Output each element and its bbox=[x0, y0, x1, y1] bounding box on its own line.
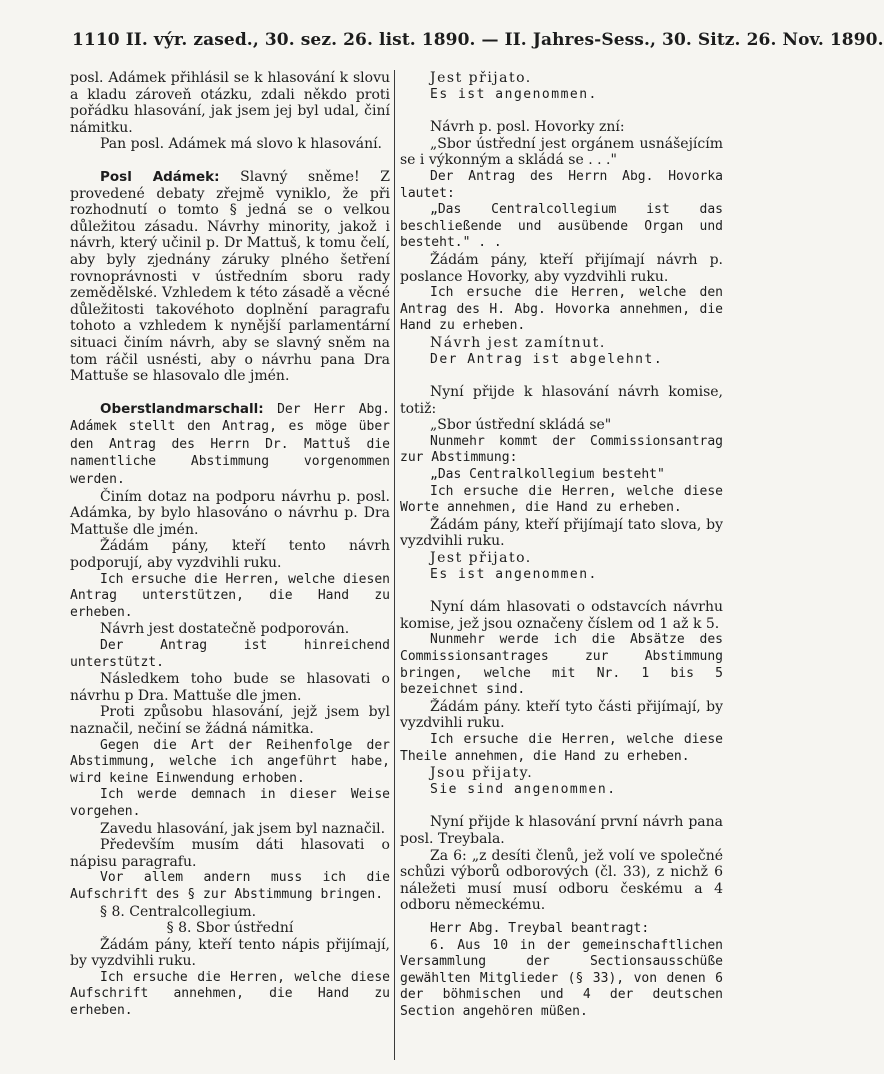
paragraph-german: Herr Abg. Treybal beantragt: bbox=[430, 920, 650, 936]
paragraph-czech: Návrh p. posl. Hovorky zní: bbox=[430, 119, 625, 136]
paragraph-german: Nunmehr kommt der Commissionsantrag zur Abstimmung: bbox=[400, 433, 723, 466]
speech-text: Der Herr Abg. Adámek stellt den Antrag, es möge über den Antrag des Herrn Dr. Mattuš die namentliche Abstimmung vorgenommen werden. bbox=[70, 401, 390, 488]
paragraph-czech: „Sbor ústřední skládá se" bbox=[430, 417, 612, 434]
paragraph-gap bbox=[400, 914, 723, 921]
paragraph-german: Ich ersuche die Herren, welche diese Worte annehmen, die Hand zu erheben. bbox=[400, 483, 723, 516]
paragraph-german: Es ist angenommen. bbox=[430, 86, 598, 102]
speaker-name: Oberstlandmarschall: bbox=[100, 400, 264, 417]
paragraph-czech: Jsou přijaty. bbox=[430, 765, 534, 782]
speaker-paragraph bbox=[70, 169, 390, 385]
paragraph-czech: Žádám pány. kteří tyto části přijímají, by vyzdvihli ruku. bbox=[400, 698, 723, 732]
paragraph-german: Der Antrag ist hinreichend unterstützt. bbox=[70, 638, 390, 670]
paragraph-german: „Das Centralkollegium besteht" bbox=[430, 467, 665, 483]
paragraph-czech: Žádám pány, kteří tento nápis přijímají, by vyzdvihli ruku. bbox=[70, 936, 390, 970]
paragraph-german: Gegen die Art der Reihenfolge der Abstimmung, welche ich angeführt habe, wird keine Einwendung erhoben. bbox=[70, 737, 390, 786]
paragraph-czech: § 8. Centralcollegium. bbox=[100, 903, 257, 920]
paragraph-german: Ich werde demnach in dieser Weise vorgehen. bbox=[70, 787, 390, 819]
paragraph-gap bbox=[70, 385, 390, 401]
paragraph-czech: Nyní dám hlasovati o odstavcích návrhu komise, jež jsou označeny číslem od 1 až k 5. bbox=[400, 599, 723, 632]
paragraph-czech: Jest přijato. bbox=[430, 550, 532, 567]
right-column bbox=[400, 70, 723, 1020]
paragraph-czech: posl. Adámek přihlásil se k hlasování k slovu a kladu zároveň otázku, zdali někdo proti pořádku hlasování, jak jsem jej byl udal, činí námitku. bbox=[70, 70, 390, 136]
paragraph-gap bbox=[70, 153, 390, 169]
paragraph-german: Ich ersuche die Herren, welche diese Theile annehmen, die Hand zu erheben. bbox=[400, 731, 723, 764]
paragraph-czech: Zavedu hlasování, jak jsem byl naznačil. bbox=[100, 820, 386, 837]
paragraph-czech: Žádám pány, kteří tento návrh podporují, aby vyzdvihli ruku. bbox=[70, 538, 390, 572]
column-divider bbox=[394, 70, 395, 1060]
paragraph-czech: Za 6: „z desíti členů, jež volí ve společné schůzi výborů odborových (čl. 33), z nichž 6 náležeti musí musí odboru českému a 4 odboru německému. bbox=[400, 847, 723, 914]
paragraph-czech: Pan posl. Adámek má slovo k hlasování. bbox=[100, 136, 383, 153]
paragraph-german: „Das Centralcollegium ist das beschließende und ausübende Organ und besteht." . . bbox=[400, 202, 723, 251]
paragraph-czech: Proti způsobu hlasování, jejž jsem byl naznačil, nečiní se žádná námitka. bbox=[70, 704, 390, 737]
paragraph-gap bbox=[400, 103, 723, 119]
paragraph-german: 6. Aus 10 in der gemeinschaftlichen Versammlung der Sectionsausschüße gewählten Mitglieder (§ 33), von denen 6 der böhmischen und 4 der deutschen Section angehören müßen. bbox=[400, 937, 723, 1019]
paragraph-german: Sie sind angenommen. bbox=[430, 781, 617, 797]
paragraph-czech: Žádám pány, kteří přijímají návrh p. poslance Hovorky, aby vyzdvihli ruku. bbox=[400, 251, 723, 285]
paragraph-gap bbox=[400, 368, 723, 384]
paragraph-german: Der Antrag des Herrn Abg. Hovorka lautet: bbox=[400, 168, 723, 201]
page-header: 1110 II. výr. zased., 30. sez. 26. list. 1890. — II. Jahres-Sess., 30. Sitz. 26. Nov. 1890. bbox=[72, 30, 884, 50]
paragraph-czech: Nyní přijde k hlasování první návrh pana posl. Treybala. bbox=[400, 814, 723, 847]
speaker-paragraph bbox=[70, 401, 390, 489]
paragraph-german: Vor allem andern muss ich die Aufschrift des § zur Abstimmung bringen. bbox=[70, 870, 390, 902]
paragraph-gap bbox=[400, 798, 723, 814]
paragraph-german: Nunmehr werde ich die Absätze des Commissionsantrages zur Abstimmung bringen, welche mit Nr. 1 bis 5 bezeichnet sind. bbox=[400, 632, 723, 698]
paragraph-czech: Činím dotaz na podporu návrhu p. posl. Adámka, by bylo hlasováno o návrhu p. Dra Mattuše dle jmén. bbox=[70, 488, 390, 538]
paragraph-german: Der Antrag ist abgelehnt. bbox=[430, 351, 664, 367]
paragraph-czech: § 8. Sbor ústřední bbox=[166, 920, 294, 937]
paragraph-czech: Návrh jest zamítnut. bbox=[430, 334, 606, 351]
paragraph-german: Ich ersuche die Herren, welche diesen Antrag unterstützen, die Hand zu erheben. bbox=[70, 571, 390, 620]
paragraph-czech: Nyní přijde k hlasování návrh komise, totiž: bbox=[400, 384, 723, 417]
paragraph-czech: Návrh jest dostatečně podporován. bbox=[100, 621, 350, 638]
speech-text: Slavný sněme! Z provedené debaty zřejmě vyniklo, že při rozhodnutí o tomto § jedná se o velkou důležitou zásadu. Návrhy minority, jakož i návrh, který učinil p. Dr Mattuš, k tomu čelí, aby byly zjednány záruky plného šetření rovnoprávnosti v ústředním sboru rady zemědělské. Vzhledem k této zásadě a věcné důležitosti takovéhoto doplnění paragrafu tohoto a vzhledem k nynější parlamentární situaci činím návrh, aby se slavný sněm na tom ráčil usnésti, aby o návrhu pana Dra Mattuše se hlasovalo dle jmén. bbox=[70, 168, 390, 385]
speaker-name: Posl Adámek: bbox=[100, 168, 220, 185]
paragraph-czech: „Sbor ústřední jest orgánem usnášejícím se i výkonným a skládá se . . ." bbox=[400, 135, 723, 169]
paragraph-czech: Jest přijato. bbox=[430, 70, 532, 86]
paragraph-czech: Žádám pány, kteří přijímají tato slova, by vyzdvihli ruku. bbox=[400, 516, 723, 550]
paragraph-gap bbox=[400, 583, 723, 599]
paragraph-german: Ich ersuche die Herren, welche den Antrag des H. Abg. Hovorka annehmen, die Hand zu erheben. bbox=[400, 285, 723, 334]
paragraph-czech: Následkem toho bude se hlasovati o návrhu p Dra. Mattuše dle jmen. bbox=[70, 671, 390, 704]
paragraph-german: Es ist angenommen. bbox=[430, 566, 598, 582]
paragraph-german: Ich ersuche die Herren, welche diese Aufschrift annehmen, die Hand zu erheben. bbox=[70, 969, 390, 1019]
left-column bbox=[70, 70, 390, 1020]
paragraph-czech: Především musím dáti hlasovati o nápisu paragrafu. bbox=[70, 837, 390, 870]
